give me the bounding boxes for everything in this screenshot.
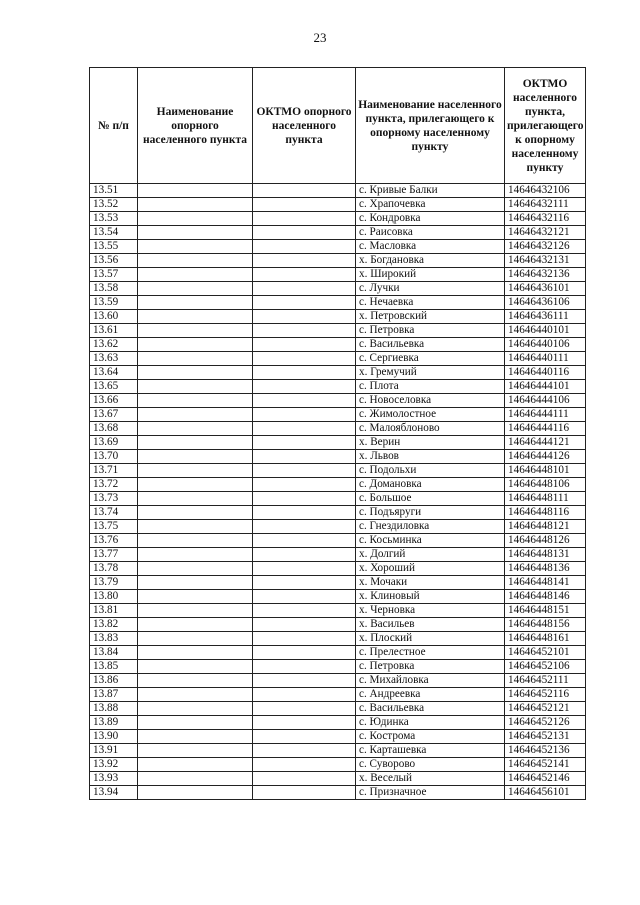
adjacent-settlement-name-cell: с. Лучки bbox=[356, 282, 505, 296]
table-row bbox=[90, 478, 586, 492]
row-number-cell: 13.51 bbox=[90, 184, 138, 198]
base-settlement-name-cell bbox=[138, 212, 253, 226]
base-settlement-oktmo-cell bbox=[253, 436, 356, 450]
adjacent-settlement-oktmo-cell: 14646444116 bbox=[505, 422, 586, 436]
adjacent-settlement-name-cell: х. Гремучий bbox=[356, 366, 505, 380]
table-row bbox=[90, 422, 586, 436]
base-settlement-oktmo-cell bbox=[253, 632, 356, 646]
adjacent-settlement-name-cell: х. Богдановка bbox=[356, 254, 505, 268]
table-row bbox=[90, 268, 586, 282]
adjacent-settlement-name-cell: х. Верин bbox=[356, 436, 505, 450]
adjacent-settlement-oktmo-cell: 14646452111 bbox=[505, 674, 586, 688]
base-settlement-oktmo-cell bbox=[253, 450, 356, 464]
table-row bbox=[90, 520, 586, 534]
base-settlement-oktmo-cell bbox=[253, 198, 356, 212]
adjacent-settlement-oktmo-cell: 14646440111 bbox=[505, 352, 586, 366]
adjacent-settlement-name-cell: х. Долгий bbox=[356, 548, 505, 562]
table-row bbox=[90, 562, 586, 576]
adjacent-settlement-oktmo-cell: 14646444111 bbox=[505, 408, 586, 422]
adjacent-settlement-name-cell: с. Плота bbox=[356, 380, 505, 394]
row-number-cell: 13.81 bbox=[90, 604, 138, 618]
base-settlement-oktmo-cell bbox=[253, 786, 356, 800]
base-settlement-name-cell bbox=[138, 786, 253, 800]
adjacent-settlement-oktmo-cell: 14646440116 bbox=[505, 366, 586, 380]
base-settlement-name-cell bbox=[138, 436, 253, 450]
row-number-cell: 13.83 bbox=[90, 632, 138, 646]
base-settlement-oktmo-cell bbox=[253, 352, 356, 366]
base-settlement-oktmo-cell bbox=[253, 464, 356, 478]
base-settlement-name-cell bbox=[138, 324, 253, 338]
base-settlement-name-cell bbox=[138, 674, 253, 688]
row-number-cell: 13.74 bbox=[90, 506, 138, 520]
adjacent-settlement-oktmo-cell: 14646452106 bbox=[505, 660, 586, 674]
adjacent-settlement-oktmo-cell: 14646440101 bbox=[505, 324, 586, 338]
base-settlement-name-cell bbox=[138, 184, 253, 198]
adjacent-settlement-oktmo-cell: 14646432131 bbox=[505, 254, 586, 268]
adjacent-settlement-oktmo-cell: 14646452126 bbox=[505, 716, 586, 730]
base-settlement-oktmo-cell bbox=[253, 226, 356, 240]
adjacent-settlement-name-cell: с. Гнездиловка bbox=[356, 520, 505, 534]
row-number-cell: 13.82 bbox=[90, 618, 138, 632]
base-settlement-oktmo-cell bbox=[253, 212, 356, 226]
table-row bbox=[90, 492, 586, 506]
base-settlement-oktmo-cell bbox=[253, 394, 356, 408]
header-adjacent-name: Наименование населенного пункта, прилегающего к опорному населенному пункту bbox=[356, 68, 505, 184]
table-row bbox=[90, 464, 586, 478]
adjacent-settlement-name-cell: х. Веселый bbox=[356, 772, 505, 786]
row-number-cell: 13.87 bbox=[90, 688, 138, 702]
adjacent-settlement-name-cell: с. Косьминка bbox=[356, 534, 505, 548]
adjacent-settlement-oktmo-cell: 14646448111 bbox=[505, 492, 586, 506]
row-number-cell: 13.92 bbox=[90, 758, 138, 772]
adjacent-settlement-name-cell: с. Подольхи bbox=[356, 464, 505, 478]
base-settlement-name-cell bbox=[138, 660, 253, 674]
adjacent-settlement-name-cell: с. Прелестное bbox=[356, 646, 505, 660]
table-row bbox=[90, 688, 586, 702]
base-settlement-name-cell bbox=[138, 758, 253, 772]
adjacent-settlement-name-cell: с. Андреевка bbox=[356, 688, 505, 702]
adjacent-settlement-oktmo-cell: 14646448161 bbox=[505, 632, 586, 646]
adjacent-settlement-oktmo-cell: 14646452116 bbox=[505, 688, 586, 702]
row-number-cell: 13.60 bbox=[90, 310, 138, 324]
table-row bbox=[90, 184, 586, 198]
header-adjacent-oktmo: ОКТМО населенного пункта, прилегающего к опорному населенному пункту bbox=[505, 68, 586, 184]
table-row bbox=[90, 590, 586, 604]
adjacent-settlement-oktmo-cell: 14646448116 bbox=[505, 506, 586, 520]
base-settlement-name-cell bbox=[138, 604, 253, 618]
adjacent-settlement-name-cell: с. Большое bbox=[356, 492, 505, 506]
base-settlement-oktmo-cell bbox=[253, 702, 356, 716]
adjacent-settlement-oktmo-cell: 14646448106 bbox=[505, 478, 586, 492]
adjacent-settlement-name-cell: с. Кондровка bbox=[356, 212, 505, 226]
table-row bbox=[90, 240, 586, 254]
base-settlement-oktmo-cell bbox=[253, 492, 356, 506]
table-row bbox=[90, 786, 586, 800]
base-settlement-oktmo-cell bbox=[253, 520, 356, 534]
row-number-cell: 13.77 bbox=[90, 548, 138, 562]
adjacent-settlement-oktmo-cell: 14646448141 bbox=[505, 576, 586, 590]
table-row bbox=[90, 436, 586, 450]
table-row bbox=[90, 604, 586, 618]
row-number-cell: 13.70 bbox=[90, 450, 138, 464]
table-row bbox=[90, 366, 586, 380]
row-number-cell: 13.89 bbox=[90, 716, 138, 730]
row-number-cell: 13.85 bbox=[90, 660, 138, 674]
table-row bbox=[90, 338, 586, 352]
table-row bbox=[90, 716, 586, 730]
row-number-cell: 13.59 bbox=[90, 296, 138, 310]
row-number-cell: 13.54 bbox=[90, 226, 138, 240]
row-number-cell: 13.78 bbox=[90, 562, 138, 576]
base-settlement-name-cell bbox=[138, 562, 253, 576]
adjacent-settlement-oktmo-cell: 14646456101 bbox=[505, 786, 586, 800]
base-settlement-oktmo-cell bbox=[253, 590, 356, 604]
table-header-row bbox=[90, 68, 586, 184]
adjacent-settlement-oktmo-cell: 14646448121 bbox=[505, 520, 586, 534]
adjacent-settlement-oktmo-cell: 14646432111 bbox=[505, 198, 586, 212]
adjacent-settlement-oktmo-cell: 14646436101 bbox=[505, 282, 586, 296]
adjacent-settlement-name-cell: с. Малояблоново bbox=[356, 422, 505, 436]
adjacent-settlement-name-cell: с. Суворово bbox=[356, 758, 505, 772]
table-row bbox=[90, 380, 586, 394]
base-settlement-oktmo-cell bbox=[253, 240, 356, 254]
adjacent-settlement-oktmo-cell: 14646432121 bbox=[505, 226, 586, 240]
base-settlement-name-cell bbox=[138, 688, 253, 702]
base-settlement-name-cell bbox=[138, 478, 253, 492]
adjacent-settlement-name-cell: х. Клиновый bbox=[356, 590, 505, 604]
table-row bbox=[90, 226, 586, 240]
header-base-oktmo: ОКТМО опорного населенного пункта bbox=[253, 68, 356, 184]
base-settlement-oktmo-cell bbox=[253, 534, 356, 548]
adjacent-settlement-name-cell: х. Васильев bbox=[356, 618, 505, 632]
row-number-cell: 13.53 bbox=[90, 212, 138, 226]
settlements-table bbox=[89, 67, 586, 800]
base-settlement-name-cell bbox=[138, 380, 253, 394]
adjacent-settlement-oktmo-cell: 14646448156 bbox=[505, 618, 586, 632]
table-row bbox=[90, 730, 586, 744]
adjacent-settlement-name-cell: с. Юдинка bbox=[356, 716, 505, 730]
page-number: 23 bbox=[313, 30, 327, 45]
adjacent-settlement-oktmo-cell: 14646448131 bbox=[505, 548, 586, 562]
table-row bbox=[90, 408, 586, 422]
base-settlement-oktmo-cell bbox=[253, 506, 356, 520]
row-number-cell: 13.55 bbox=[90, 240, 138, 254]
base-settlement-oktmo-cell bbox=[253, 310, 356, 324]
row-number-cell: 13.52 bbox=[90, 198, 138, 212]
base-settlement-oktmo-cell bbox=[253, 338, 356, 352]
table-row bbox=[90, 450, 586, 464]
table-row bbox=[90, 198, 586, 212]
table-row bbox=[90, 324, 586, 338]
row-number-cell: 13.79 bbox=[90, 576, 138, 590]
adjacent-settlement-oktmo-cell: 14646452121 bbox=[505, 702, 586, 716]
adjacent-settlement-name-cell: с. Жимолостное bbox=[356, 408, 505, 422]
header-base-name: Наименование опорного населенного пункта bbox=[138, 68, 253, 184]
adjacent-settlement-name-cell: х. Черновка bbox=[356, 604, 505, 618]
adjacent-settlement-name-cell: х. Хороший bbox=[356, 562, 505, 576]
adjacent-settlement-oktmo-cell: 14646444101 bbox=[505, 380, 586, 394]
base-settlement-name-cell bbox=[138, 240, 253, 254]
base-settlement-name-cell bbox=[138, 422, 253, 436]
row-number-cell: 13.58 bbox=[90, 282, 138, 296]
table-row bbox=[90, 548, 586, 562]
base-settlement-oktmo-cell bbox=[253, 282, 356, 296]
base-settlement-name-cell bbox=[138, 702, 253, 716]
base-settlement-name-cell bbox=[138, 268, 253, 282]
base-settlement-oktmo-cell bbox=[253, 744, 356, 758]
row-number-cell: 13.84 bbox=[90, 646, 138, 660]
adjacent-settlement-name-cell: с. Васильевка bbox=[356, 338, 505, 352]
row-number-cell: 13.94 bbox=[90, 786, 138, 800]
base-settlement-oktmo-cell bbox=[253, 478, 356, 492]
adjacent-settlement-oktmo-cell: 14646436111 bbox=[505, 310, 586, 324]
base-settlement-name-cell bbox=[138, 310, 253, 324]
base-settlement-oktmo-cell bbox=[253, 618, 356, 632]
table-row bbox=[90, 576, 586, 590]
base-settlement-oktmo-cell bbox=[253, 184, 356, 198]
row-number-cell: 13.64 bbox=[90, 366, 138, 380]
header-num: № п/п bbox=[90, 68, 138, 184]
base-settlement-oktmo-cell bbox=[253, 772, 356, 786]
adjacent-settlement-name-cell: с. Сергиевка bbox=[356, 352, 505, 366]
row-number-cell: 13.75 bbox=[90, 520, 138, 534]
base-settlement-name-cell bbox=[138, 394, 253, 408]
adjacent-settlement-name-cell: с. Карташевка bbox=[356, 744, 505, 758]
adjacent-settlement-name-cell: с. Призначное bbox=[356, 786, 505, 800]
adjacent-settlement-oktmo-cell: 14646452101 bbox=[505, 646, 586, 660]
table-row bbox=[90, 674, 586, 688]
adjacent-settlement-name-cell: с. Кривые Балки bbox=[356, 184, 505, 198]
row-number-cell: 13.65 bbox=[90, 380, 138, 394]
adjacent-settlement-name-cell: с. Михайловка bbox=[356, 674, 505, 688]
adjacent-settlement-name-cell: х. Львов bbox=[356, 450, 505, 464]
adjacent-settlement-oktmo-cell: 14646432116 bbox=[505, 212, 586, 226]
base-settlement-oktmo-cell bbox=[253, 716, 356, 730]
adjacent-settlement-oktmo-cell: 14646444106 bbox=[505, 394, 586, 408]
base-settlement-name-cell bbox=[138, 338, 253, 352]
adjacent-settlement-name-cell: с. Нечаевка bbox=[356, 296, 505, 310]
adjacent-settlement-name-cell: с. Масловка bbox=[356, 240, 505, 254]
base-settlement-name-cell bbox=[138, 450, 253, 464]
base-settlement-name-cell bbox=[138, 716, 253, 730]
adjacent-settlement-oktmo-cell: 14646452131 bbox=[505, 730, 586, 744]
adjacent-settlement-name-cell: с. Васильевка bbox=[356, 702, 505, 716]
adjacent-settlement-oktmo-cell: 14646432126 bbox=[505, 240, 586, 254]
adjacent-settlement-oktmo-cell: 14646444126 bbox=[505, 450, 586, 464]
adjacent-settlement-name-cell: с. Домановка bbox=[356, 478, 505, 492]
base-settlement-oktmo-cell bbox=[253, 408, 356, 422]
table-row bbox=[90, 660, 586, 674]
base-settlement-oktmo-cell bbox=[253, 576, 356, 590]
base-settlement-oktmo-cell bbox=[253, 674, 356, 688]
base-settlement-oktmo-cell bbox=[253, 366, 356, 380]
adjacent-settlement-oktmo-cell: 14646452146 bbox=[505, 772, 586, 786]
base-settlement-name-cell bbox=[138, 730, 253, 744]
row-number-cell: 13.76 bbox=[90, 534, 138, 548]
adjacent-settlement-name-cell: х. Плоский bbox=[356, 632, 505, 646]
table-row bbox=[90, 758, 586, 772]
base-settlement-name-cell bbox=[138, 590, 253, 604]
base-settlement-name-cell bbox=[138, 646, 253, 660]
base-settlement-name-cell bbox=[138, 296, 253, 310]
adjacent-settlement-oktmo-cell: 14646440106 bbox=[505, 338, 586, 352]
base-settlement-name-cell bbox=[138, 254, 253, 268]
adjacent-settlement-oktmo-cell: 14646448101 bbox=[505, 464, 586, 478]
adjacent-settlement-oktmo-cell: 14646436106 bbox=[505, 296, 586, 310]
table-body bbox=[90, 184, 586, 800]
base-settlement-name-cell bbox=[138, 506, 253, 520]
row-number-cell: 13.73 bbox=[90, 492, 138, 506]
base-settlement-name-cell bbox=[138, 534, 253, 548]
table-row bbox=[90, 632, 586, 646]
table-row bbox=[90, 618, 586, 632]
row-number-cell: 13.68 bbox=[90, 422, 138, 436]
row-number-cell: 13.56 bbox=[90, 254, 138, 268]
adjacent-settlement-oktmo-cell: 14646432136 bbox=[505, 268, 586, 282]
base-settlement-name-cell bbox=[138, 520, 253, 534]
row-number-cell: 13.93 bbox=[90, 772, 138, 786]
adjacent-settlement-name-cell: с. Храпочевка bbox=[356, 198, 505, 212]
base-settlement-oktmo-cell bbox=[253, 548, 356, 562]
row-number-cell: 13.67 bbox=[90, 408, 138, 422]
base-settlement-oktmo-cell bbox=[253, 688, 356, 702]
base-settlement-oktmo-cell bbox=[253, 422, 356, 436]
row-number-cell: 13.71 bbox=[90, 464, 138, 478]
table-row bbox=[90, 394, 586, 408]
base-settlement-name-cell bbox=[138, 492, 253, 506]
adjacent-settlement-name-cell: с. Подъяруги bbox=[356, 506, 505, 520]
row-number-cell: 13.66 bbox=[90, 394, 138, 408]
row-number-cell: 13.90 bbox=[90, 730, 138, 744]
row-number-cell: 13.63 bbox=[90, 352, 138, 366]
row-number-cell: 13.80 bbox=[90, 590, 138, 604]
row-number-cell: 13.72 bbox=[90, 478, 138, 492]
base-settlement-oktmo-cell bbox=[253, 646, 356, 660]
table-row bbox=[90, 212, 586, 226]
base-settlement-oktmo-cell bbox=[253, 660, 356, 674]
base-settlement-name-cell bbox=[138, 408, 253, 422]
base-settlement-name-cell bbox=[138, 576, 253, 590]
base-settlement-name-cell bbox=[138, 618, 253, 632]
adjacent-settlement-oktmo-cell: 14646448146 bbox=[505, 590, 586, 604]
adjacent-settlement-name-cell: с. Раисовка bbox=[356, 226, 505, 240]
base-settlement-name-cell bbox=[138, 744, 253, 758]
row-number-cell: 13.86 bbox=[90, 674, 138, 688]
row-number-cell: 13.88 bbox=[90, 702, 138, 716]
base-settlement-name-cell bbox=[138, 352, 253, 366]
adjacent-settlement-name-cell: с. Петровка bbox=[356, 324, 505, 338]
adjacent-settlement-name-cell: х. Широкий bbox=[356, 268, 505, 282]
adjacent-settlement-name-cell: с. Новоселовка bbox=[356, 394, 505, 408]
base-settlement-oktmo-cell bbox=[253, 324, 356, 338]
base-settlement-oktmo-cell bbox=[253, 730, 356, 744]
table-row bbox=[90, 254, 586, 268]
row-number-cell: 13.69 bbox=[90, 436, 138, 450]
base-settlement-oktmo-cell bbox=[253, 254, 356, 268]
adjacent-settlement-oktmo-cell: 14646452136 bbox=[505, 744, 586, 758]
table-row bbox=[90, 506, 586, 520]
adjacent-settlement-oktmo-cell: 14646452141 bbox=[505, 758, 586, 772]
adjacent-settlement-oktmo-cell: 14646448126 bbox=[505, 534, 586, 548]
adjacent-settlement-oktmo-cell: 14646444121 bbox=[505, 436, 586, 450]
adjacent-settlement-name-cell: х. Мочаки bbox=[356, 576, 505, 590]
table-row bbox=[90, 310, 586, 324]
base-settlement-name-cell bbox=[138, 548, 253, 562]
base-settlement-oktmo-cell bbox=[253, 296, 356, 310]
base-settlement-name-cell bbox=[138, 366, 253, 380]
base-settlement-name-cell bbox=[138, 464, 253, 478]
adjacent-settlement-name-cell: с. Петровка bbox=[356, 660, 505, 674]
adjacent-settlement-oktmo-cell: 14646448136 bbox=[505, 562, 586, 576]
adjacent-settlement-name-cell: с. Кострома bbox=[356, 730, 505, 744]
base-settlement-name-cell bbox=[138, 772, 253, 786]
row-number-cell: 13.91 bbox=[90, 744, 138, 758]
base-settlement-name-cell bbox=[138, 632, 253, 646]
adjacent-settlement-oktmo-cell: 14646448151 bbox=[505, 604, 586, 618]
adjacent-settlement-name-cell: х. Петровский bbox=[356, 310, 505, 324]
row-number-cell: 13.61 bbox=[90, 324, 138, 338]
base-settlement-oktmo-cell bbox=[253, 562, 356, 576]
base-settlement-oktmo-cell bbox=[253, 758, 356, 772]
adjacent-settlement-oktmo-cell: 14646432106 bbox=[505, 184, 586, 198]
row-number-cell: 13.57 bbox=[90, 268, 138, 282]
base-settlement-name-cell bbox=[138, 282, 253, 296]
row-number-cell: 13.62 bbox=[90, 338, 138, 352]
table-row bbox=[90, 534, 586, 548]
base-settlement-name-cell bbox=[138, 198, 253, 212]
table-row bbox=[90, 282, 586, 296]
table-row bbox=[90, 646, 586, 660]
base-settlement-oktmo-cell bbox=[253, 604, 356, 618]
table-row bbox=[90, 702, 586, 716]
base-settlement-oktmo-cell bbox=[253, 268, 356, 282]
table-row bbox=[90, 296, 586, 310]
table-row bbox=[90, 772, 586, 786]
base-settlement-oktmo-cell bbox=[253, 380, 356, 394]
table-row bbox=[90, 744, 586, 758]
table-row bbox=[90, 352, 586, 366]
base-settlement-name-cell bbox=[138, 226, 253, 240]
